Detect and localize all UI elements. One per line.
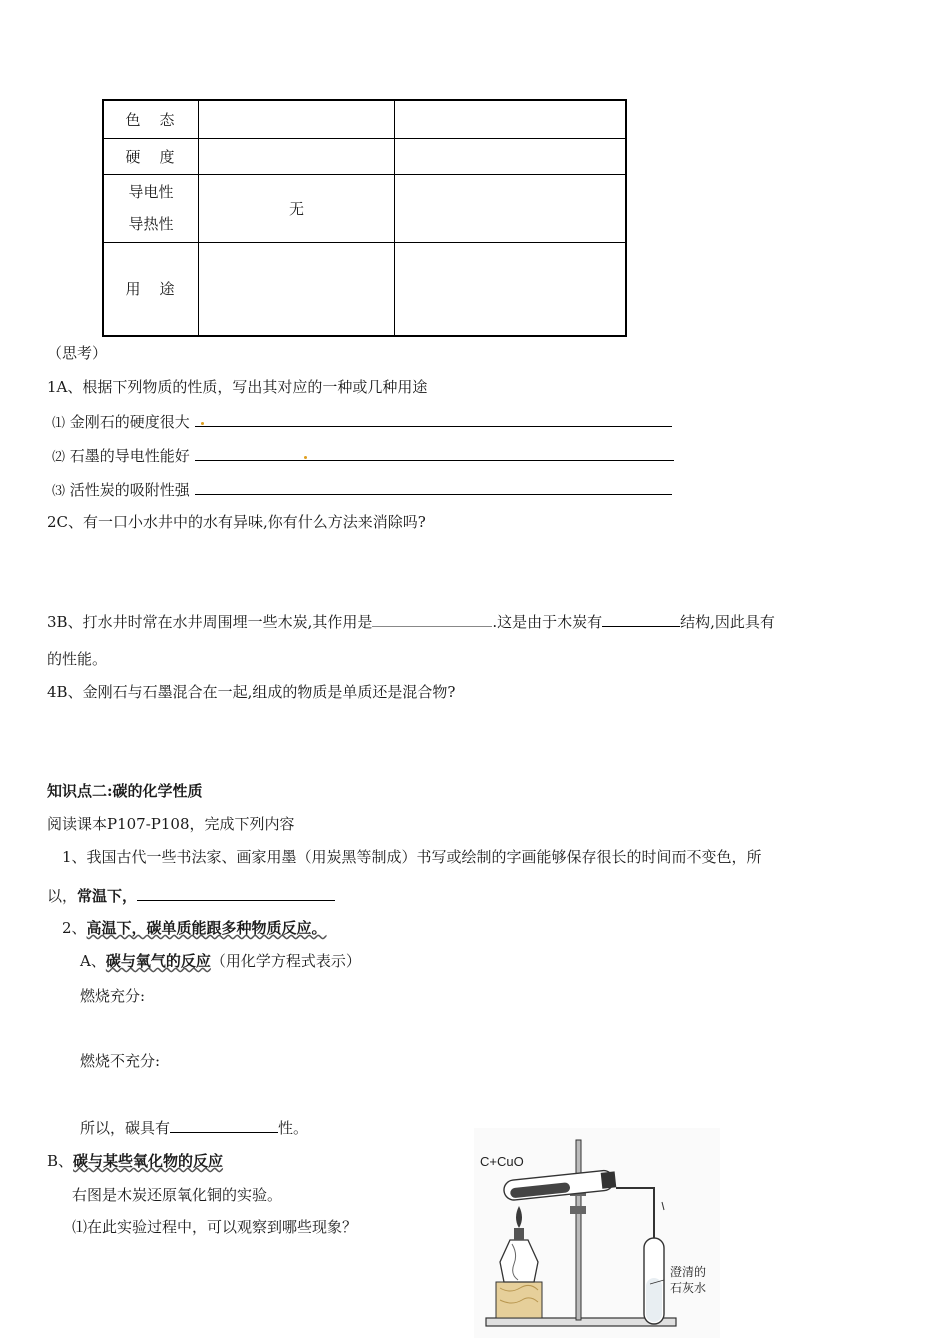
table-row bbox=[103, 100, 626, 138]
row-label: 色 态 bbox=[103, 100, 199, 138]
table-row bbox=[103, 242, 626, 336]
answer-blank[interactable] bbox=[195, 444, 674, 461]
subsection-b bbox=[47, 1150, 223, 1171]
properties-table bbox=[102, 99, 627, 337]
answer-blank[interactable] bbox=[372, 610, 492, 627]
question-1-item bbox=[52, 478, 672, 500]
answer-blank[interactable] bbox=[195, 478, 672, 495]
mark-dot bbox=[201, 422, 204, 425]
figure-label-water: 澄清的 bbox=[670, 1265, 707, 1279]
row-label bbox=[103, 174, 199, 242]
table-cell bbox=[199, 242, 395, 336]
row-label: 硬 度 bbox=[103, 138, 199, 174]
question-3-text: 3B、打水井时常在水井周围埋一些木炭,其作用是 bbox=[47, 613, 373, 631]
burn-full-label: 燃烧充分: bbox=[80, 987, 146, 1005]
figure-label-water: 石灰水 bbox=[670, 1281, 707, 1295]
table-cell bbox=[395, 138, 627, 174]
paragraph-1-continued bbox=[47, 884, 335, 906]
subsection-prefix: B、 bbox=[47, 1152, 74, 1170]
subsection-prefix: A、 bbox=[80, 952, 106, 970]
reading-instruction: 阅读课本P107-P108，完成下列内容 bbox=[47, 815, 295, 833]
mark-dot bbox=[304, 456, 307, 459]
item-number: ⑵ bbox=[52, 450, 66, 465]
subsection-note: （用化学方程式表示） bbox=[210, 952, 361, 970]
subsection-b-description: 右图是木炭还原氧化铜的实验。 bbox=[72, 1186, 283, 1204]
table-cell: 无 bbox=[199, 174, 395, 242]
item-number: ⑶ bbox=[52, 484, 66, 499]
row-label-line: 导热性 bbox=[128, 215, 174, 233]
conclusion-text: 性。 bbox=[278, 1119, 309, 1137]
subsection-a bbox=[80, 950, 361, 971]
table-cell bbox=[199, 138, 395, 174]
table-row bbox=[103, 138, 626, 174]
subsection-title: 碳与氧气的反应 bbox=[105, 952, 211, 970]
row-label-line: 导电性 bbox=[128, 183, 174, 201]
clamp bbox=[570, 1206, 586, 1214]
stopper bbox=[601, 1171, 617, 1188]
limewater bbox=[646, 1278, 662, 1322]
paragraph-text: 以， bbox=[47, 887, 78, 905]
question-3-continued: 的性能。 bbox=[47, 650, 108, 668]
question-1-item bbox=[52, 444, 674, 466]
item-text: 金刚石的硬度很大 bbox=[69, 413, 190, 431]
question-2: 2C、有一口小水井中的水有异味,你有什么方法来消除吗? bbox=[47, 513, 426, 531]
answer-blank[interactable] bbox=[137, 884, 335, 901]
paragraph-number: 2、 bbox=[62, 919, 87, 937]
stand-pole bbox=[576, 1140, 581, 1320]
table-cell bbox=[395, 242, 627, 336]
item-text: 石墨的导电性能好 bbox=[69, 447, 190, 465]
answer-blank[interactable] bbox=[170, 1116, 278, 1133]
conclusion-line bbox=[80, 1116, 308, 1138]
question-4: 4B、金刚石与石墨混合在一起,组成的物质是单质还是混合物? bbox=[47, 683, 456, 701]
question-1-item bbox=[52, 410, 672, 432]
question-3 bbox=[47, 610, 775, 632]
answer-blank[interactable] bbox=[195, 410, 672, 427]
item-text: 活性炭的吸附性强 bbox=[69, 481, 190, 499]
table-cell bbox=[199, 100, 395, 138]
lamp-cap bbox=[514, 1228, 524, 1240]
question-1-title: 1A、根据下列物质的性质，写出其对应的一种或几种用途 bbox=[47, 378, 428, 396]
answer-blank[interactable] bbox=[602, 610, 680, 627]
paragraph-1: 1、我国古代一些书法家、画家用墨（用炭黑等制成）书写或绘制的字画能够保存很长的时间而不变色，所 bbox=[62, 848, 762, 866]
think-heading: （思考） bbox=[47, 344, 108, 362]
paragraph-bold: 高温下，碳单质能跟多种物质反应。 bbox=[86, 919, 327, 937]
question-3-text: 结构,因此具有 bbox=[680, 613, 775, 631]
row-label: 用 途 bbox=[103, 242, 199, 336]
paragraph-bold: 常温下， bbox=[77, 887, 138, 905]
table-cell bbox=[395, 174, 627, 242]
section-title: 知识点二:碳的化学性质 bbox=[47, 782, 203, 800]
question-3-text: .这是由于木炭有 bbox=[492, 613, 603, 631]
subsection-title: 碳与某些氧化物的反应 bbox=[73, 1152, 224, 1170]
burn-partial-label: 燃烧不充分: bbox=[80, 1052, 161, 1070]
paragraph-2 bbox=[62, 917, 327, 938]
conclusion-text: 所以，碳具有 bbox=[80, 1119, 171, 1137]
figure-label-cuo: C+CuO bbox=[480, 1154, 524, 1169]
experiment-figure bbox=[474, 1128, 720, 1338]
table-cell bbox=[395, 100, 627, 138]
table-row bbox=[103, 174, 626, 242]
item-number: ⑴ bbox=[52, 416, 66, 431]
subsection-b-question: ⑴在此实验过程中，可以观察到哪些现象？ bbox=[72, 1218, 358, 1236]
